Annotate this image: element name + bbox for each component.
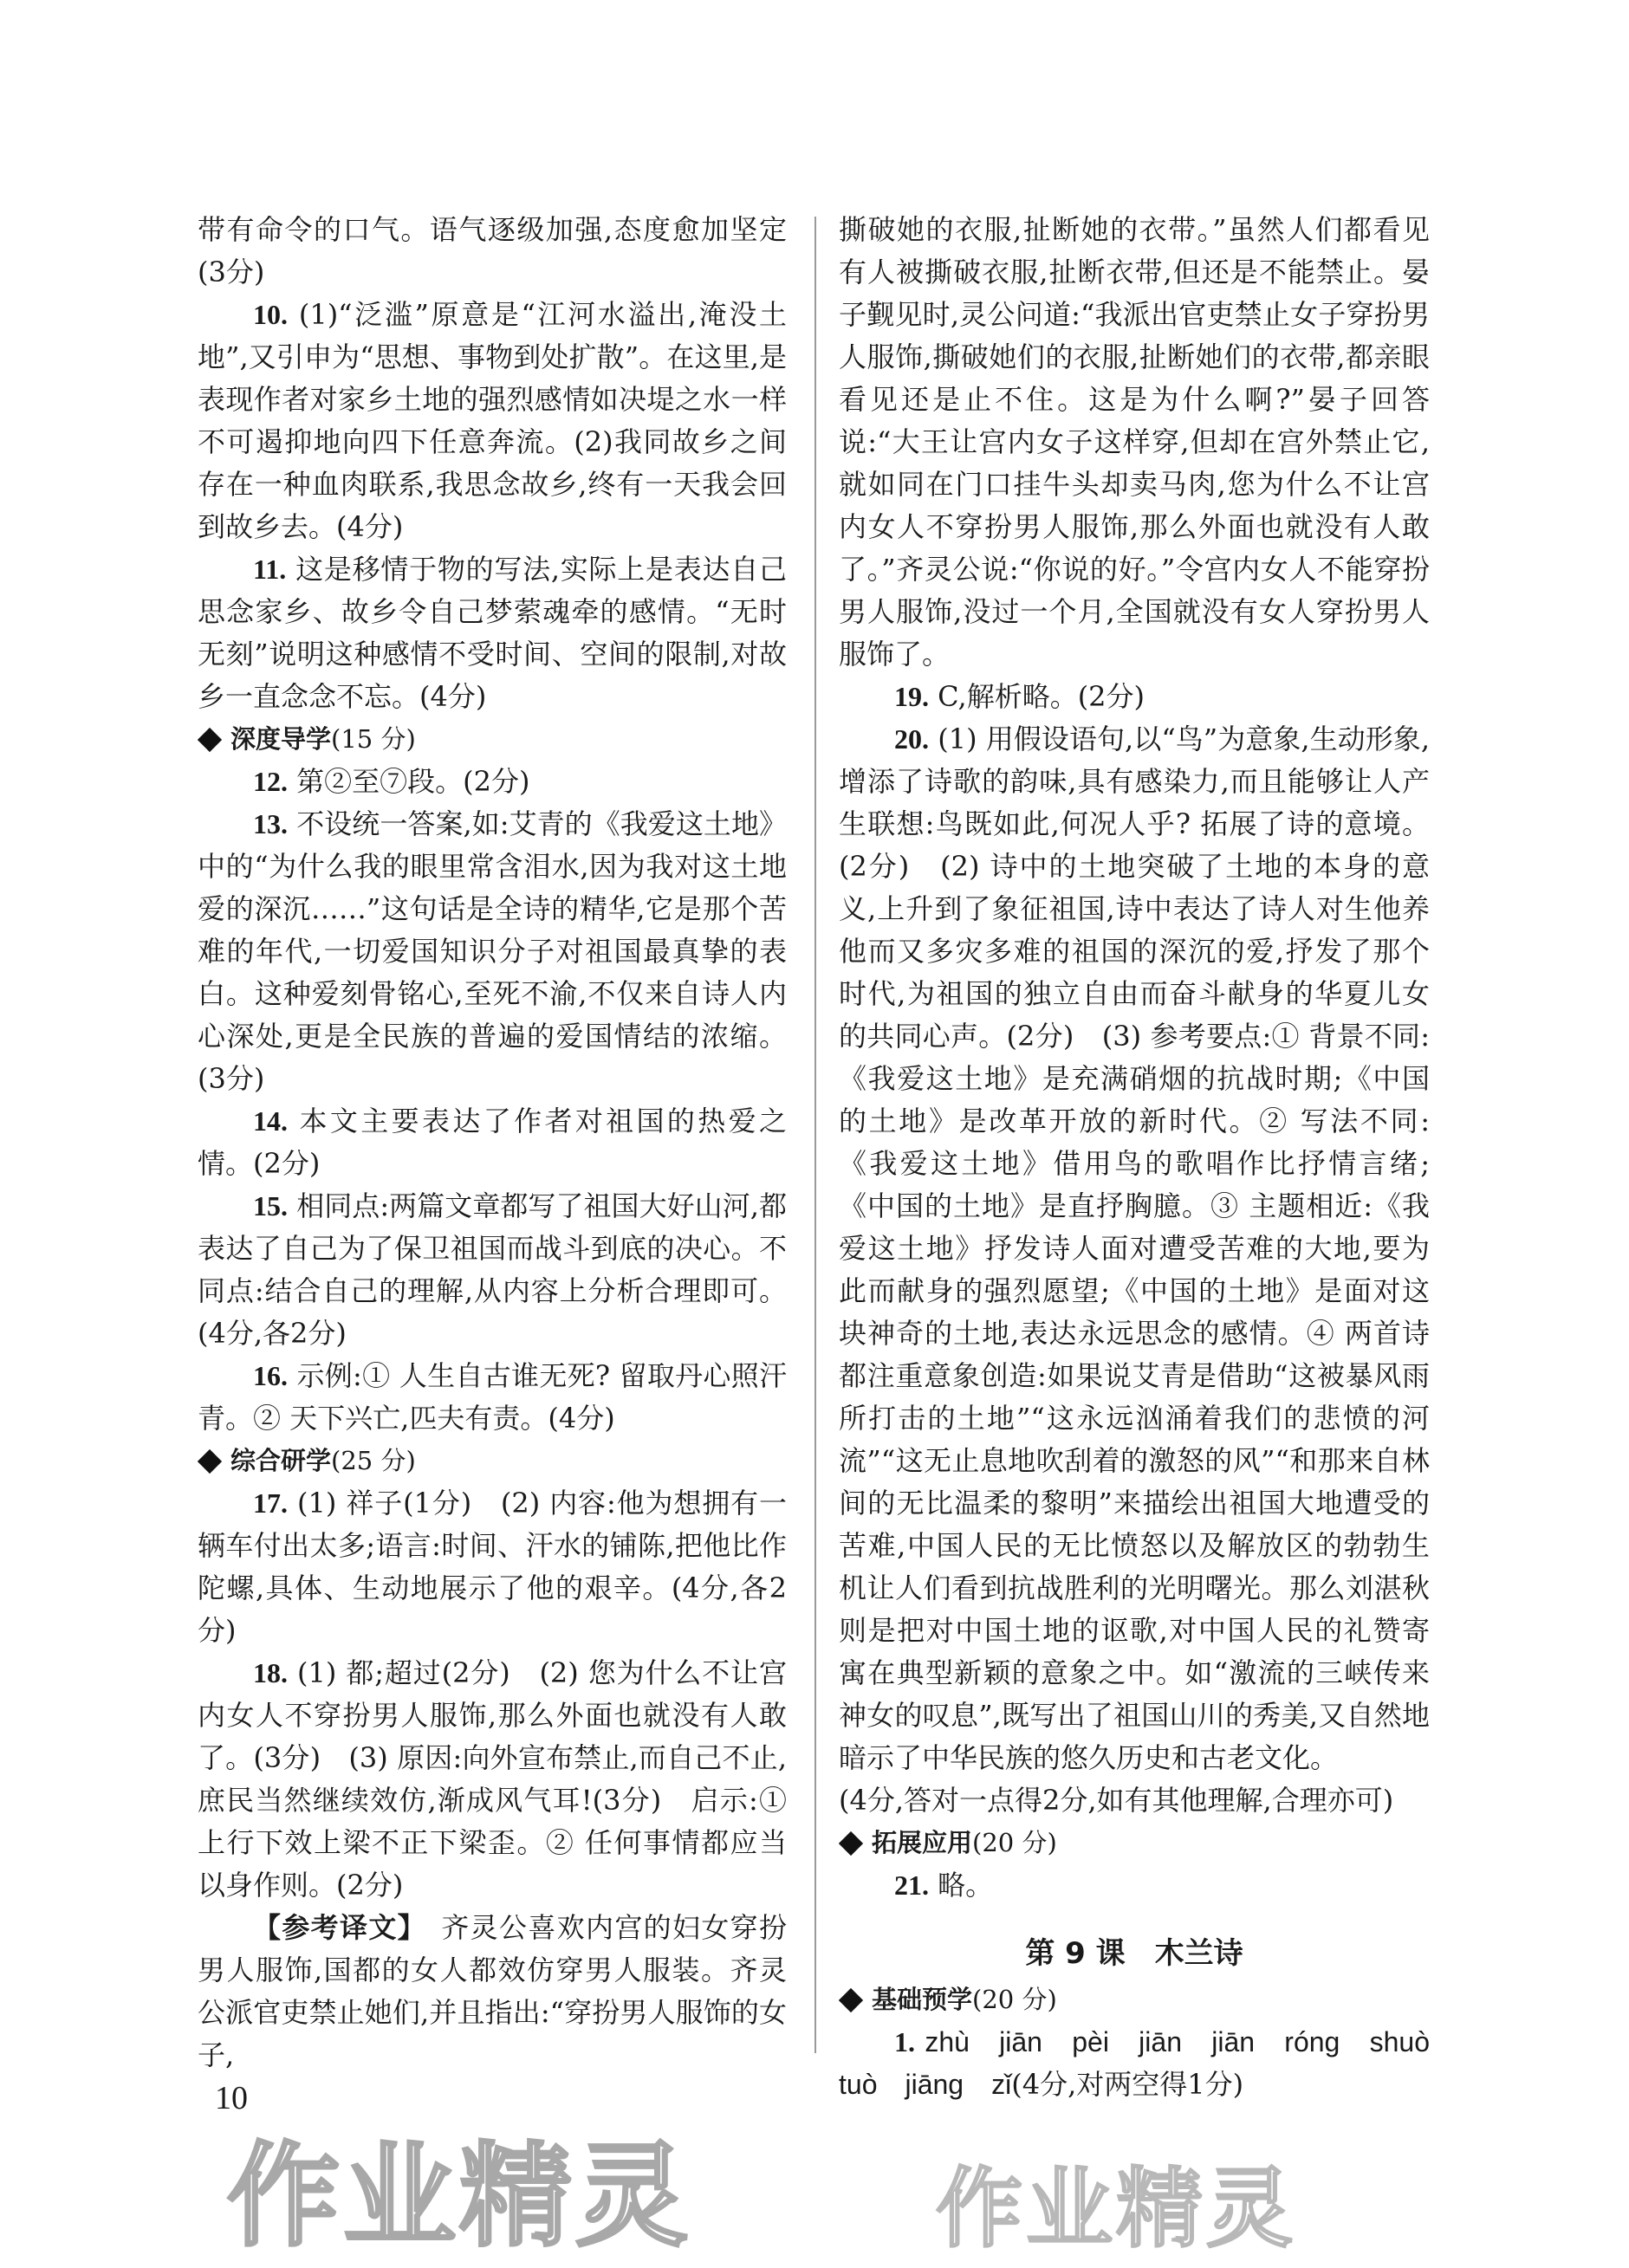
answer-15: 15. 相同点:两篇文章都写了祖国大好山河,都表达了自己为了保卫祖国而战斗到底的决心。不同点:结合自己的理解,从内容上分析合理即可。(4分,各2分) [198,1189,787,1350]
answer-1: 1. zhù jiān pèi jiān jiān róng shuò tuò jiāng zǐ(4分,对两空得1分) [839,2026,1430,2101]
right-column [839,209,1430,2106]
answer-20: 20. (1) 用假设语句,以“鸟”为意象,生动形象,增添了诗歌的韵味,具有感染力,而且能够让人产生联想:鸟既如此,何况人乎? 拓展了诗的意境。(2分) (2) 诗中的土地突破了土地的本身的意义,上升到了象征祖国,诗中表达了诗人对生他养他而又多灾多难的祖国的深沉的爱,抒发了那个时代,为祖国的独立自由而奋斗献身的华夏儿女的共同心声。(2分) (3) 参考要点:① 背景不同:《我爱这土地》是充满硝烟的抗战时期;《中国的土地》是改革开放的新时代。② 写法不同:《我爱这土地》借用鸟的歌唱作比抒情言绪;《中国的土地》是直抒胸臆。③ 主题相近:《我爱这土地》抒发诗人面对遭受苦难的大地,要为此而献身的强烈愿望;《中国的土地》是面对这块神奇的土地,表达永远思念的感情。④ 两首诗都注重意象创造:如果说艾青是借助“这被暴风雨所打击的土地”“这永远汹涌着我们的悲愤的河流”“这无止息地吹刮着的激怒的风”“和那来自林间的无比温柔的黎明”来描绘出祖国大地遭受的苦难,中国人民的无比愤怒以及解放区的勃勃生机让人们看到抗战胜利的光明曙光。那么刘湛秋则是把对中国土地的讴歌,对中国人民的礼赞寄寓在典型新颖的意象之中。如“激流的三峡传来神女的叹息”,既写出了祖国山川的秀美,又自然地暗示了中华民族的悠久历史和古老文化。 [839,723,1430,1774]
answer-12: 12. 第②至⑦段。(2分) [253,765,530,798]
answer-18: 18. (1) 都;超过(2分) (2) 您为什么不让宫内女人不穿扮男人服饰,那么外面也就没有人敢了。(3分) (3) 原因:向外宣布禁止,而自己不止,庶民当然继续效仿,渐成风气耳!(3分) 启示:① 上行下效上梁不正下梁歪。② 任何事情都应当以身作则。(2分) [198,1656,787,1902]
answer-9-continued: 带有命令的口气。语气逐级加强,态度愈加坚定(3分) [198,213,787,288]
watermark: 作业精灵 [936,2158,1296,2259]
watermark: 作业精灵 [227,2130,692,2262]
page-number: 10 [215,2080,248,2116]
answer-16: 16. 示例:① 人生自古谁无死? 留取丹心照汗青。② 天下兴亡,匹夫有责。(4分) [198,1359,787,1435]
section-heading-basic-preview: 基础预学(20 分) [839,1979,1430,2021]
answer-17: 17. (1) 祥子(1分) (2) 内容:他为想拥有一辆车付出太多;语言:时间、汗水的铺陈,把他比作陀螺,具体、生动地展示了他的艰辛。(4分,各2分) [198,1487,787,1647]
lesson-title: 第 9 课 木兰诗 [1025,1936,1243,1971]
section-heading-extended-application: 拓展应用(20 分) [839,1822,1430,1864]
reference-translation-continued: 撕破她的衣服,扯断她的衣带。”虽然人们都看见有人被撕破衣服,扯断衣带,但还是不能禁止。晏子觐见时,灵公问道:“我派出官吏禁止女子穿扮男人服饰,撕破她们的衣服,扯断她们的衣带,都亲眼看见还是止不住。这是为什么啊?”晏子回答说:“大王让宫内女子这样穿,但却在宫外禁止它,就如同在门口挂牛头却卖马肉,您为什么不让宫内女人不穿扮男人服饰,那么外面也就没有人敢了。”齐灵公说:“你说的好。”令宫内女人不能穿扮男人服饰,没过一个月,全国就没有女人穿扮男人服饰了。 [839,213,1430,671]
answer-10: 10. (1)“泛滥”原意是“江河水溢出,淹没土地”,又引申为“思想、事物到处扩散”。在这里,是表现作者对家乡土地的强烈感情如决堤之水一样不可遏抑地向四下任意奔流。(2)我同故乡之间存在一种血肉联系,我思念故乡,终有一天我会回到故乡去。(4分) [198,298,787,543]
diamond-bullet-icon [839,1988,863,2012]
section-heading-deep-study: 深度导学(15 分) [198,718,787,761]
diamond-bullet-icon [198,728,222,752]
answer-13: 13. 不设统一答案,如:艾青的《我爱这土地》中的“为什么我的眼里常含泪水,因为我对这土地爱的深沉……”这句话是全诗的精华,它是那个苦难的年代,一切爱国知识分子对祖国最真挚的表白。这种爱刻骨铭心,至死不渝,不仅来自诗人内心深处,更是全民族的普遍的爱国情结的浓缩。(3分) [198,807,787,1095]
left-column [198,209,787,2077]
section-heading-comprehensive-study: 综合研学(25 分) [198,1440,787,1482]
reference-translation: 【参考译文】 齐灵公喜欢内宫的妇女穿扮男人服饰,国都的女人都效仿穿男人服装。齐灵公派官吏禁止她们,并且指出:“穿扮男人服饰的女子, [198,1911,787,2071]
answer-14: 14. 本文主要表达了作者对祖国的热爱之情。(2分) [198,1105,787,1180]
answer-21: 21. 略。 [894,1869,994,1902]
diamond-bullet-icon [839,1831,863,1856]
diamond-bullet-icon [198,1449,222,1474]
answer-11: 11. 这是移情于物的写法,实际上是表达自己思念家乡、故乡令自己梦萦魂牵的感情。“无时无刻”说明这种感情不受时间、空间的限制,对故乡一直念念不忘。(4分) [198,553,787,713]
column-divider [814,217,816,2053]
answer-19: 19. C,解析略。(2分) [894,680,1145,713]
answer-20-scoring: (4分,答对一点得2分,如有其他理解,合理亦可) [839,1784,1394,1817]
